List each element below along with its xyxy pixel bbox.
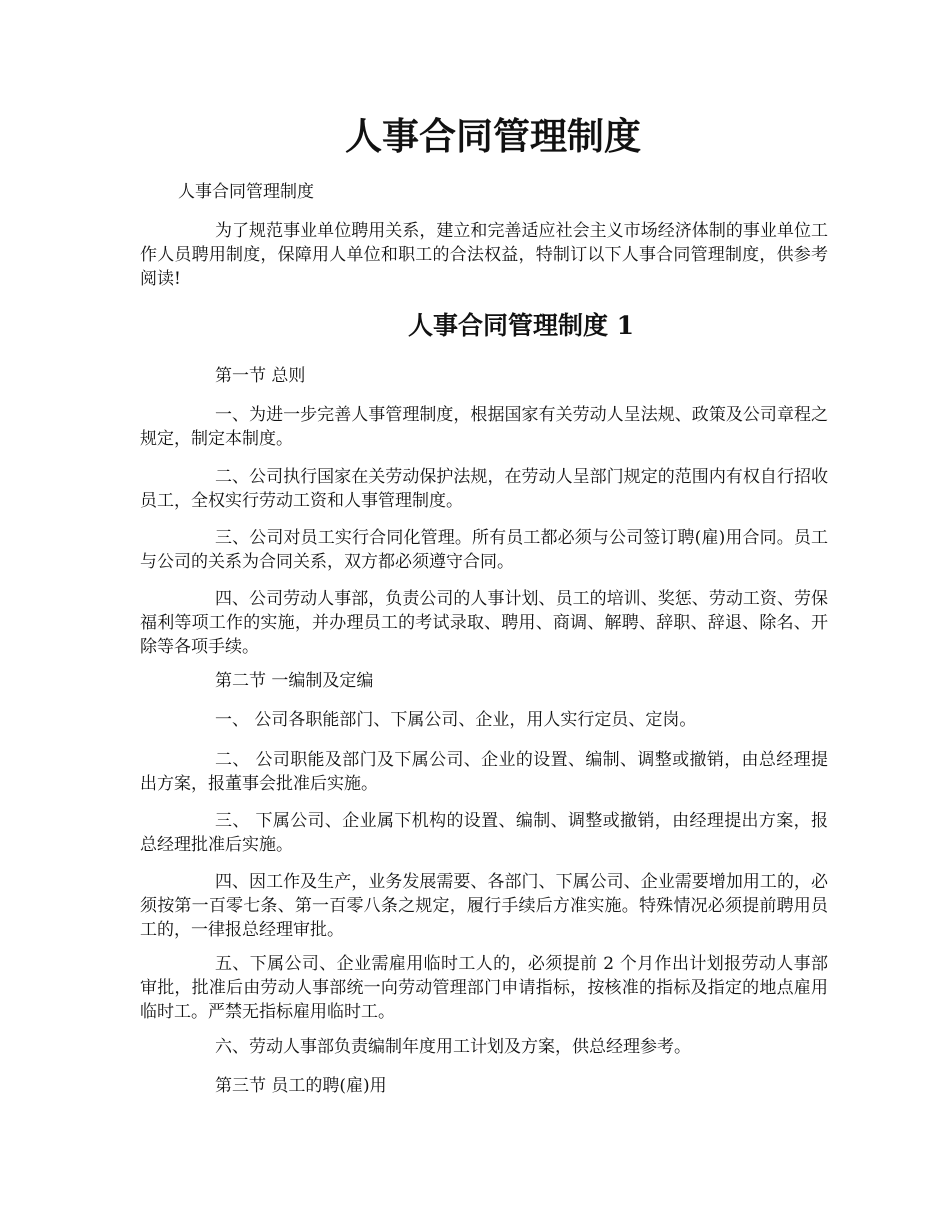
intro-paragraph: 为了规范事业单位聘用关系，建立和完善适应社会主义市场经济体制的事业单位工作人员聘用制度，保障用人单位和职工的合法权益，特制订以下人事合同管理制度，供参考阅读! (140, 221, 828, 289)
section-title-3: 第三节 员工的聘(雇)用 (215, 1076, 387, 1096)
paragraph: 一、 公司各职能部门、下属公司、企业，用人实行定员、定岗。 (215, 710, 697, 730)
paragraph: 五、下属公司、企业需雇用临时工人的，必须提前 2 个月作出计划报劳动人事部审批，批准后由劳动人事部统一向劳动管理部门申请指标，按核准的指标及指定的地点雇用临时工。严禁无指标雇用临时工。 (140, 954, 828, 1022)
section-title-1: 第一节 总则 (215, 366, 306, 386)
paragraph: 四、公司劳动人事部，负责公司的人事计划、员工的培训、奖惩、劳动工资、劳保福利等项工作的实施，并办理员工的考试录取、聘用、商调、解聘、辞职、辞退、除名、开除等各项手续。 (140, 589, 828, 657)
paragraph: 二、公司执行国家在关劳动保护法规，在劳动人呈部门规定的范围内有权自行招收员工，全权实行劳动工资和人事管理制度。 (140, 467, 828, 511)
paragraph: 三、公司对员工实行合同化管理。所有员工都必须与公司签订聘(雇)用合同。员工与公司的关系为合同关系，双方都必须遵守合同。 (140, 528, 828, 572)
paragraph: 四、因工作及生产，业务发展需要、各部门、下属公司、企业需要增加用工的，必须按第一百零七条、第一百零八条之规定，履行手续后方准实施。特殊情况必须提前聘用员工的，一律报总经理审批。 (140, 872, 828, 940)
paragraph: 三、 下属公司、企业属下机构的设置、编制、调整或撤销，由经理提出方案，报总经理批准后实施。 (140, 811, 828, 855)
paragraph: 六、劳动人事部负责编制年度用工计划及方案，供总经理参考。 (215, 1037, 691, 1057)
paragraph: 二、 公司职能及部门及下属公司、企业的设置、编制、调整或撤销，由总经理提出方案，报董事会批准后实施。 (140, 750, 828, 794)
document-subtitle: 人事合同管理制度 (178, 182, 314, 202)
paragraph: 一、为进一步完善人事管理制度，根据国家有关劳动人呈法规、政策及公司章程之规定，制定本制度。 (140, 405, 828, 449)
section-title-2: 第二节 一编制及定编 (215, 671, 374, 691)
document-title: 人事合同管理制度 (345, 114, 641, 158)
section-heading: 人事合同管理制度 1 (407, 311, 635, 340)
